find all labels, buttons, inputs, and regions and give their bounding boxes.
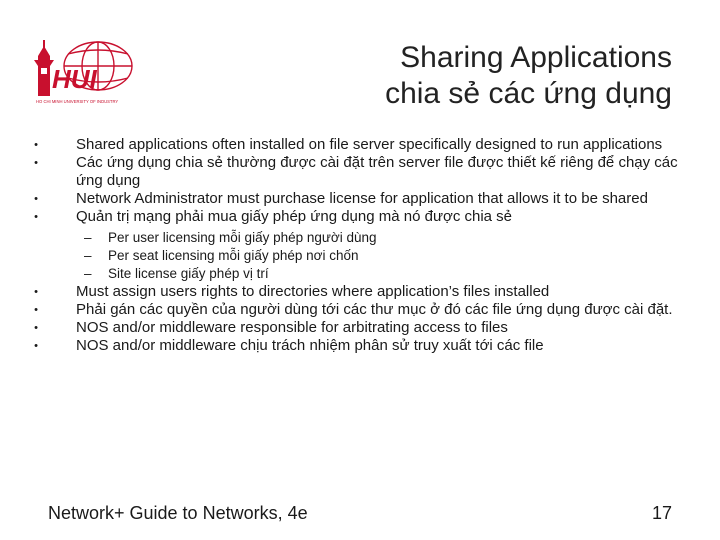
bullet-marker: •	[34, 304, 38, 316]
bullet-text: NOS and/or middleware responsible for arbitrating access to files	[76, 319, 508, 336]
sub-bullet-item	[30, 247, 680, 265]
bullet-text: Phải gán các quyền của người dùng tới các thư mục ở đó các file ứng dụng được cài đặt.	[76, 301, 673, 318]
bullet-marker: •	[34, 157, 38, 169]
bullet-item	[30, 337, 680, 355]
logo-text: HUI	[52, 64, 97, 94]
bullet-text: Shared applications often installed on file server specifically designed to run applications	[76, 136, 663, 153]
bullet-item	[30, 283, 680, 301]
bullet-marker: •	[34, 193, 38, 205]
bullet-item	[30, 190, 680, 208]
bullet-item	[30, 301, 680, 319]
page-number: 17	[651, 503, 672, 523]
bullet-marker: •	[34, 340, 38, 352]
sub-bullet-item	[30, 229, 680, 247]
slide-body	[30, 136, 680, 355]
slide-title	[252, 40, 672, 112]
bullet-text: Quản trị mạng phải mua giấy phép ứng dụng mà nó được chia sẻ	[76, 208, 513, 225]
sub-bullet-text: Site license giấy phép vị trí	[108, 266, 269, 281]
bullet-text: Các ứng dụng chia sẻ thường được cài đặt trên server file được thiết kế riêng để chạy các ứng dụng	[76, 154, 678, 189]
bullet-list-a	[30, 136, 680, 226]
hui-logo	[32, 36, 140, 108]
bullet-text: Must assign users rights to directories where application’s files installed	[76, 283, 550, 300]
sub-bullet-list	[30, 229, 680, 283]
title-line-1: Sharing Applications	[400, 41, 672, 74]
sub-bullet-item	[30, 265, 680, 283]
bullet-list-b	[30, 283, 680, 355]
bullet-text: NOS and/or middleware chịu trách nhiệm phân sử truy xuất tới các file	[76, 337, 544, 354]
title-line-2: chia sẻ các ứng dụng	[385, 77, 672, 110]
bullet-item	[30, 319, 680, 337]
sub-bullet-text: Per seat licensing mỗi giấy phép nơi chốn	[108, 248, 359, 263]
bullet-text: Network Administrator must purchase license for application that allows it to be shared	[76, 190, 648, 207]
sub-bullet-text: Per user licensing mỗi giấy phép người dùng	[108, 230, 377, 245]
bullet-marker: •	[34, 139, 38, 151]
footer-book-title: Network+ Guide to Networks, 4e	[48, 503, 308, 523]
dash-marker: –	[84, 248, 92, 263]
bullet-marker: •	[34, 286, 38, 298]
dash-marker: –	[84, 266, 92, 281]
bullet-marker: •	[34, 211, 38, 223]
bullet-item	[30, 208, 680, 226]
bullet-item	[30, 136, 680, 154]
bullet-marker: •	[34, 322, 38, 334]
bullet-item	[30, 154, 680, 190]
logo-subtext: HO CHI MINH UNIVERSITY OF INDUSTRY	[36, 99, 119, 104]
dash-marker: –	[84, 230, 92, 245]
